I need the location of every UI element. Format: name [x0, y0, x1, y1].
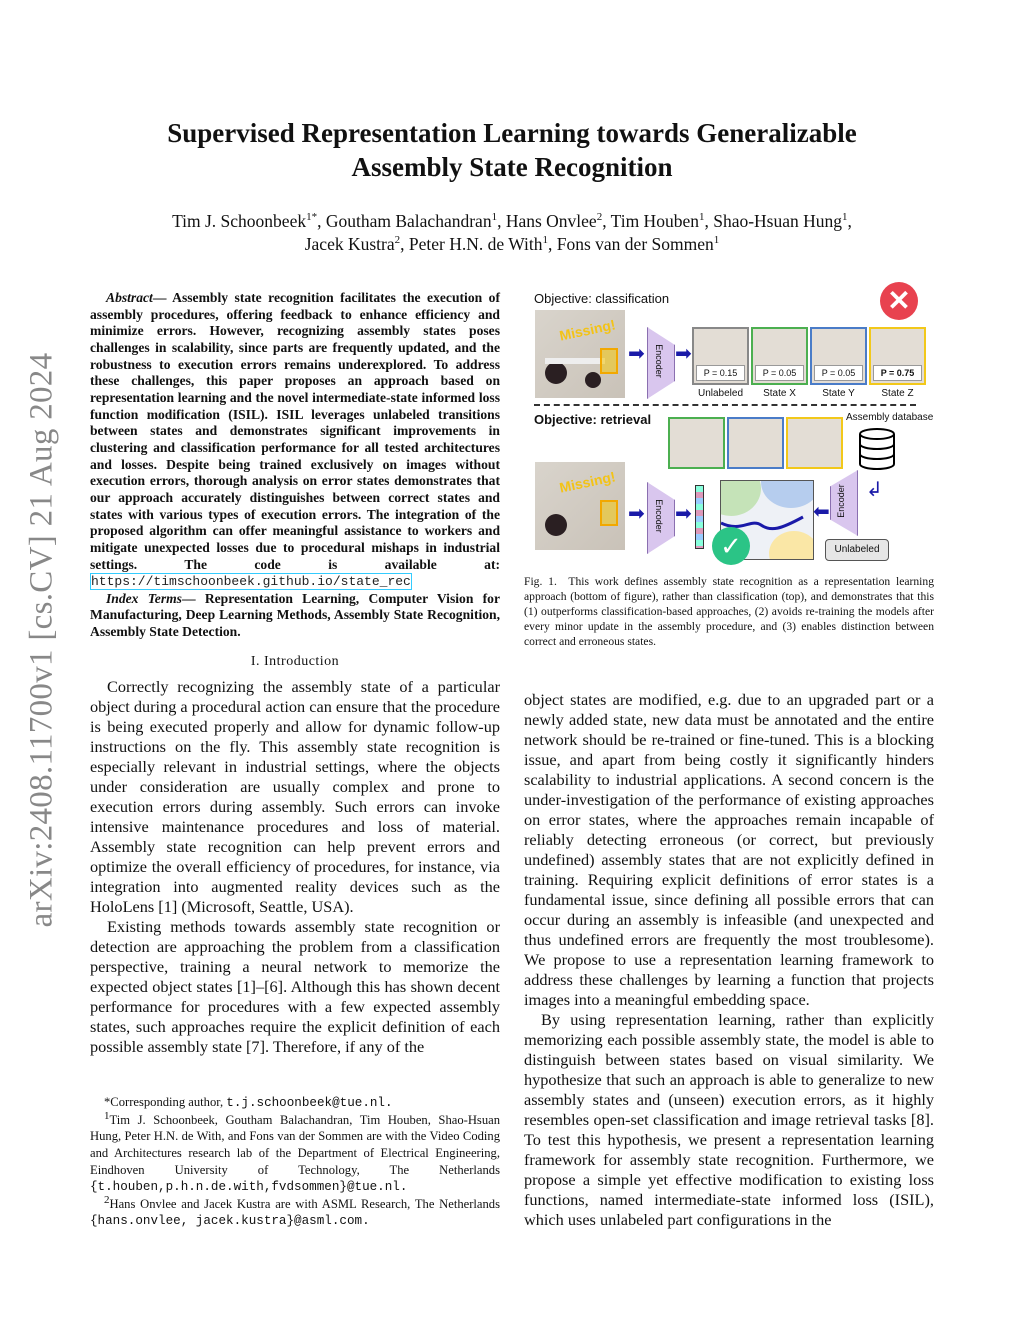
author: Tim J. Schoonbeek: [172, 211, 307, 231]
footnote-text: *Corresponding author,: [104, 1095, 227, 1110]
embedding-vector: [695, 485, 704, 549]
footnote-mark: 1: [104, 1109, 110, 1122]
encoder-label: Encoder: [653, 344, 664, 378]
footnote-mark: 2: [104, 1193, 110, 1206]
arrow-icon: ➡: [628, 343, 645, 365]
index-terms-label: Index Terms: [106, 590, 182, 606]
class-label: State Z: [881, 388, 914, 399]
retrieved-image-y: [727, 417, 784, 469]
affiliation-mark: 1: [698, 211, 705, 224]
email: {t.houben,p.h.n.de.with,fvdsommen}@tue.nl.: [90, 1180, 408, 1195]
author: , Hans Onvlee: [497, 211, 597, 231]
email: t.j.schoonbeek@tue.nl.: [226, 1096, 393, 1111]
affiliation-mark: 1: [842, 211, 848, 224]
footnote-text: Hans Onvlee and Jacek Kustra are with ASML Research, The Netherlands: [109, 1196, 500, 1211]
class-label: State X: [763, 388, 796, 399]
probability: P = 0.15: [696, 365, 745, 381]
email: {hans.onvlee, jacek.kustra}@asml.com.: [90, 1214, 370, 1229]
caption-label: Fig. 1.: [524, 575, 557, 588]
intro-right: [524, 690, 934, 1230]
paragraph: Correctly recognizing the assembly state of a particular object during a procedural action can ensure that the procedure is being executed properly and allow for dynamic follow-up instructions on the fly. This assembly state recognition is especially relevant in industrial settings, where the objects under consideration are usually complex and prone to execution errors during assembly. Such errors can invoke intensive maintenance procedures and loss of material. Assembly state recognition can help prevent errors and optimize the overall efficiency of procedures, for instance, via integration into augmented reality devices such as the HoloLens [1] (Microsoft, Seattle, USA).: [90, 676, 501, 916]
encoder-label: Encoder: [835, 484, 846, 518]
affiliation-mark: 1*: [306, 211, 318, 224]
class-cell-state-z: [869, 327, 926, 385]
class-cell-state-x: [751, 327, 808, 385]
query-image: [535, 462, 625, 550]
affiliation-mark: 1: [713, 234, 720, 247]
affiliation-mark: 2: [596, 211, 603, 224]
unlabeled-tag: Unlabeled: [825, 539, 889, 561]
arrow-icon: ⬅: [813, 501, 830, 523]
class-label: State Y: [822, 388, 855, 399]
footnotes: [90, 1080, 500, 1230]
arrow-icon: ➡: [675, 343, 692, 365]
error-x-icon: ✕: [880, 282, 918, 320]
section-heading: I. Introduction: [250, 653, 340, 669]
right-column: [524, 285, 934, 1230]
divider: [534, 404, 916, 406]
caption-text: This work defines assembly state recognition as a representation learning approach (bottom of figure), rather than classification (top), and demonstrates that this (1) outperforms classification-based approaches, (2) avoids re-training the models after every minor update in the assembly procedure, and (3) enables distinction between correct and erroneous states.: [524, 575, 934, 648]
missing-label: Missing!: [557, 468, 617, 496]
arrow-icon: ↲: [866, 479, 883, 501]
class-cell-unlabeled: [692, 327, 749, 385]
arrow-icon: ➡: [628, 503, 645, 525]
missing-label: Missing!: [557, 316, 617, 344]
paragraph: By using representation learning, rather than explicitly memorizing each possible assembly state, the model is able to distinguish between states based on visual similarity. We hypothesize that such an approach is able to generalize to new assembly states and (unseen) execution errors, as it highly resembles open-set classification and image retrieval tasks [8]. To test this hypothesis, we present a representation learning framework for assembly state recognition. Furthermore, we propose a simple yet effective modification to existing loss functions, named intermediate-state informed loss (ISIL), which uses unlabeled part configurations in the: [524, 1010, 934, 1229]
retrieval-heading: Objective: retrieval: [534, 412, 652, 427]
paragraph: object states are modified, e.g. due to an upgraded part or a newly added state, new data must be annotated and the entire network should be re-trained or fine-tuned. This is a blocking issue, and apart from being costly it significantly hinders scalability to industrial applications. A second concern is the under-investigation of the performance of existing approaches on error states, where the approaches remain incapable of reliably detecting erroneous (or correct, but previously undefined) assembly states that are not explicitly defined in training. Requiring explicit definitions of error states is a fundamental issue, since defining all possible errors that can occur during an assembly is infeasible (and unexpected and thus undefined errors are frequently the most troublesome). We propose to use a representation learning framework to address these challenges by learning a function that projects images into a meaningful embedding space.: [524, 690, 934, 1009]
author: , Fons van der Sommen: [548, 234, 714, 254]
author: , Peter H.N. de With: [400, 234, 543, 254]
figure-1: [530, 285, 935, 570]
probability: P = 0.75: [873, 365, 922, 381]
author: , Tim Houben: [602, 211, 699, 231]
check-icon: ✓: [712, 527, 750, 565]
code-link[interactable]: https://timschoonbeek.github.io/state_rec: [91, 574, 411, 590]
title-line: Assembly State Recognition: [351, 152, 673, 182]
database-icon: [858, 428, 896, 470]
index-terms: — Representation Learning, Computer Vision for Manufacturing, Deep Learning Methods, Assembly State Recognition, Assembly State Detection.: [90, 590, 500, 640]
retrieved-image-z: [786, 417, 843, 469]
probability: P = 0.05: [814, 365, 863, 381]
affiliation-mark: 2: [394, 234, 401, 247]
abstract-label: Abstract: [106, 290, 153, 305]
affiliation-mark: 1: [491, 211, 498, 224]
paragraph: Existing methods towards assembly state recognition or detection are approaching the problem from a classification perspective, training a neural network to memorize the expected object states [1]–[6]. Although this has shown decent performance for procedures with a few expected assembly states, such approaches require the explicit definition of each possible assembly state [7]. Therefore, if any of the: [90, 916, 500, 1056]
affiliation-mark: 1: [542, 234, 548, 247]
arxiv-identifier: arXiv:2408.11700v1 [cs.CV] 21 Aug 2024: [23, 352, 60, 928]
input-image: [535, 310, 625, 398]
author: Jacek Kustra: [304, 234, 395, 254]
author: , Shao-Hsuan Hung: [704, 211, 843, 231]
paper-title: [0, 116, 1024, 184]
abstract-text: — Assembly state recognition facilitates the execution of assembly procedures, offering feedback to enhance efficiency and minimize errors. However, recognizing assembly states poses challenges in scalability, since parts are frequently updated, and the robustness to execution errors remains underexplored. To address these challenges, this paper proposes an approach based on representation learning and the novel intermediate-state informed loss function modification (ISIL). ISIL leverages unlabeled transitions between states and demonstrates significant improvements in clustering and classification performance for all tested architectures and losses. Despite being trained exclusively on images without execution errors, thorough analysis on error states demonstrates that our approach accurately distinguishes between correct states and states with various types of execution errors. The integration of the proposed algorithm can offer meaningful assistance to workers and mitigate unexpected losses due to procedural mishaps in industrial settings. The code is available at:: [90, 290, 500, 572]
class-cell-state-y: [810, 327, 867, 385]
classification-heading: Objective: classification: [534, 291, 670, 306]
abstract: [90, 290, 500, 641]
author-list: Tim J. Schoonbeek$^{1*}$, Goutham Balachandran$^1$, Hans Onvlee$^2$, Tim Houben$^1$, Shao-Hsuan Hung$^1$, Jacek Kustra$^2$, Peter H.N. de With$^1$, Fons van der Sommen$^1$: [172, 211, 852, 254]
retrieved-image-x: [668, 417, 725, 469]
arrow-icon: ➡: [675, 503, 692, 525]
intro-left: [90, 677, 500, 1057]
author: , Goutham Balachandran: [317, 211, 492, 231]
class-label: Unlabeled: [697, 388, 744, 399]
left-column: [90, 290, 500, 1230]
database-label: Assembly database: [846, 412, 934, 423]
footnote-text: Tim J. Schoonbeek, Goutham Balachandran, Tim Houben, Shao-Hsuan Hung, Peter H.N. de With, and Fons van der Sommen are with the Video Coding and Architectures research lab of the Department of Electrical Engineering, Eindhoven University of Technology, The Netherlands: [90, 1112, 500, 1177]
figure-caption: [524, 574, 934, 649]
probability: P = 0.05: [755, 365, 804, 381]
encoder-label: Encoder: [653, 499, 664, 533]
title-line: Supervised Representation Learning towards Generalizable: [167, 118, 857, 148]
